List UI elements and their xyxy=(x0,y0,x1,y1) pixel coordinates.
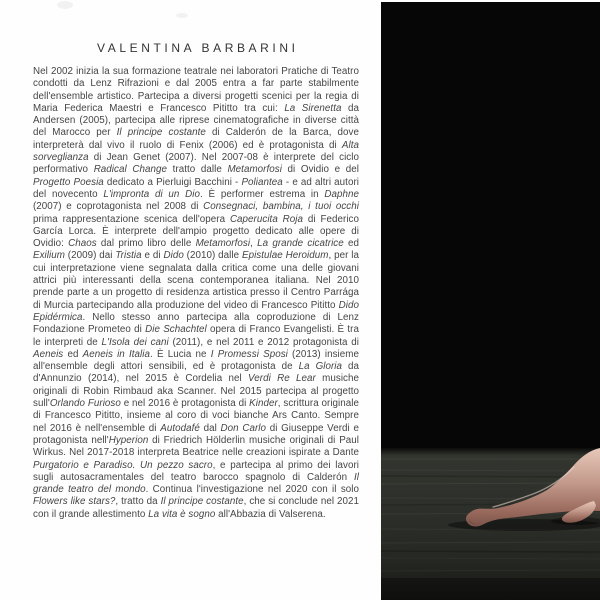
scan-smudge xyxy=(176,13,188,18)
biography-text: Nel 2002 inizia la sua formazione teatrale nei laboratori Pratiche di Teatro condotti da Lenz Rifrazioni e dal 2005 entra a far parte stabilmente dell'ensemble artistico. Partecipa a diversi progetti scenici per la regia di Maria Federica Maestri e Francesco Pititto tra cui: La Sirenetta da Andersen (2005), partecipa alle riprese cinematografiche in diverse città del Marocco per Il principe costante di Calderón de la Barca, dove interpreterà dal vivo il ruolo di Fenix (2006) ed è protagonista di Alta sorveglianza di Jean Genet (2007). Nel 2007-08 è interprete del ciclo performativo Radical Change tratto dalle Metamorfosi di Ovidio e del Progetto Poesia dedicato a Pierluigi Bacchini - Poliantea - e ad altri autori del novecento L'impronta di un Dio. È performer estrema in Daphne (2007) e coprotagonista nel 2008 di Consegnaci, bambina, i tuoi occhi prima rappresentazione scenica dell'opera Caperucita Roja di Federico García Lorca. È interprete dell'ampio progetto dedicato alle opere di Ovidio: Chaos dal primo libro delle Metamorfosi, La grande cicatrice ed Exilium (2009) dai Tristia e di Dido (2010) dalle Epistulae Heroidum, per la cui interpretazione viene segnalata dalla critica come una delle giovani attrici più interessanti della scena contemporanea italiana. Nel 2010 prende parte a un progetto di residenza artistica presso il Centro Parrága di Murcia partecipando alla produzione del video di Francesco Pititto Dido Epidérmica. Nello stesso anno partecipa alla coproduzione di Lenz Fondazione Prometeo di Die Schachtel opera di Franco Evangelisti. È tra le interpreti de L'Isola dei cani (2011), e nel 2011 e 2012 protagonista di Aeneis ed Aeneis in Italia. È Lucia ne I Promessi Sposi (2013) insieme all'ensemble degli attori sensibili, ed è protagonista de La Gloria da d'Annunzio (2014), nel 2015 è Cordelia nel Verdi Re Lear musiche originali di Robin Rimbaud aka Scanner. Nel 2015 partecipa al progetto sull'Orlando Furioso e nel 2016 è protagonista di Kinder, scrittura originale di Francesco Pititto, insieme al coro di voci bianche Ars Canto. Sempre nel 2016 è nell'ensemble di Autodafé dal Don Carlo di Giuseppe Verdi e protagonista nell'Hyperion di Friedrich Hölderlin musiche originali di Paul Wirkus. Nel 2017-2018 interpreta Beatrice nelle creazioni ispirate a Dante Purgatorio e Paradiso. Un pezzo sacro, e partecipa al primo dei lavori sugli autosacramentales del teatro barocco spagnolo di Calderón Il grande teatro del mondo. Continua l'investigazione nel 2020 con il solo Flowers like stars?, tratto da Il principe costante, che si conclude nel 2021 con il grande allestimento La vita è sogno all'Abbazia di Valserena. xyxy=(33,66,360,520)
page-title: VALENTINA BARBARINI xyxy=(97,41,299,55)
performer-photo-graphic xyxy=(381,2,600,600)
performer-photo xyxy=(381,2,600,600)
scan-smudge xyxy=(57,1,73,9)
